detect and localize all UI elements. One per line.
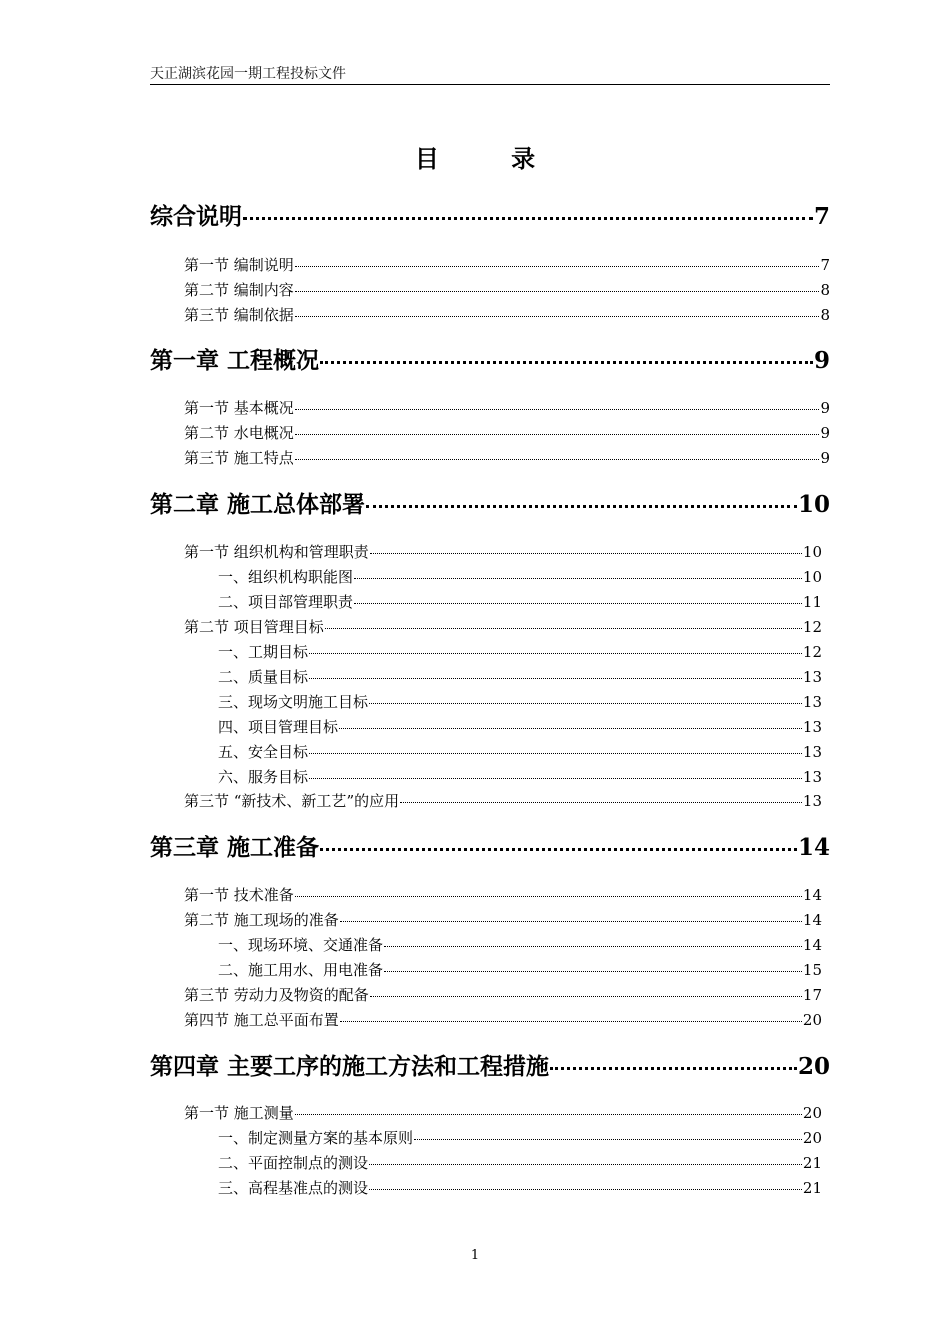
toc-item-entry[interactable] [218, 566, 822, 588]
dot-leader [320, 848, 797, 851]
toc-entry-label: 二、施工用水、用电准备 [218, 961, 384, 979]
toc-entry-page: 9 [820, 399, 830, 417]
toc-section-entry[interactable] [184, 884, 822, 906]
toc-entry-label: 四、项目管理目标 [218, 718, 339, 736]
toc-entry-page: 14 [802, 936, 822, 954]
dot-leader [295, 459, 820, 460]
toc-item-entry[interactable] [218, 934, 822, 956]
toc-entry-page: 20 [802, 1129, 822, 1147]
toc-section-entry[interactable] [184, 790, 822, 812]
toc-entry-label: 二、质量目标 [218, 668, 309, 686]
toc-entry-page: 14 [797, 834, 830, 861]
dot-leader [384, 971, 802, 972]
toc-entry-label: 第一节 编制说明 [184, 256, 294, 274]
dot-leader [295, 896, 802, 897]
dot-leader [340, 1021, 802, 1022]
dot-leader [340, 921, 802, 922]
dot-leader [295, 291, 820, 292]
dot-leader [369, 1189, 802, 1190]
toc-section-entry[interactable] [184, 909, 822, 931]
dot-leader [369, 1164, 802, 1165]
toc-entry-page: 10 [797, 491, 830, 518]
dot-leader [295, 409, 820, 410]
dot-leader [325, 628, 802, 629]
toc-section-entry[interactable] [184, 422, 830, 444]
dot-leader [320, 361, 813, 364]
toc-entry-label: 综合说明 [150, 203, 242, 230]
toc-section-entry[interactable] [184, 254, 830, 276]
dot-leader [309, 778, 802, 779]
toc-chapter-entry[interactable] [150, 1052, 830, 1082]
toc-entry-page: 13 [802, 693, 822, 711]
toc-item-entry[interactable] [218, 766, 822, 788]
toc-entry-label: 第四节 施工总平面布置 [184, 1011, 339, 1029]
dot-leader [309, 653, 802, 654]
toc-entry-label: 第一节 组织机构和管理职责 [184, 543, 369, 561]
toc-item-entry[interactable] [218, 666, 822, 688]
toc-entry-page: 20 [802, 1104, 822, 1122]
dot-leader [339, 728, 802, 729]
toc-entry-page: 17 [802, 986, 822, 1004]
toc-entry-page: 20 [802, 1011, 822, 1029]
toc-entry-label: 第二节 编制内容 [184, 281, 294, 299]
dot-leader [309, 678, 802, 679]
dot-leader [354, 578, 802, 579]
toc-entry-label: 第三节 施工特点 [184, 449, 294, 467]
toc-entry-label: 一、现场环境、交通准备 [218, 936, 384, 954]
toc-entry-label: 第一章 工程概况 [150, 347, 320, 374]
toc-entry-page: 9 [820, 449, 830, 467]
toc-entry-label: 二、项目部管理职责 [218, 593, 354, 611]
toc-entry-label: 第二章 施工总体部署 [150, 491, 366, 518]
toc-entry-label: 第三节 编制依据 [184, 306, 294, 324]
toc-entry-page: 21 [802, 1154, 822, 1172]
toc-section-entry[interactable] [184, 616, 822, 638]
toc-entry-page: 13 [802, 743, 822, 761]
toc-item-entry[interactable] [218, 1127, 822, 1149]
toc-chapter-entry[interactable] [150, 346, 830, 376]
toc-entry-label: 第四章 主要工序的施工方法和工程措施 [150, 1053, 550, 1080]
toc-entry-label: 第三节 “新技术、新工艺”的应用 [184, 792, 400, 810]
toc-entry-label: 第三节 劳动力及物资的配备 [184, 986, 369, 1004]
toc-item-entry[interactable] [218, 741, 822, 763]
toc-item-entry[interactable] [218, 1152, 822, 1174]
toc-entry-page: 14 [802, 911, 822, 929]
toc-section-entry[interactable] [184, 304, 830, 326]
dot-leader [384, 946, 802, 947]
toc-entry-label: 三、现场文明施工目标 [218, 693, 369, 711]
dot-leader [550, 1067, 797, 1070]
toc-entry-page: 10 [802, 568, 822, 586]
toc-entry-page: 13 [802, 668, 822, 686]
toc-item-entry[interactable] [218, 641, 822, 663]
toc-section-entry[interactable] [184, 1102, 822, 1124]
toc-entry-label: 一、组织机构职能图 [218, 568, 354, 586]
toc-entry-label: 第二节 施工现场的准备 [184, 911, 339, 929]
toc-entry-label: 一、制定测量方案的基本原则 [218, 1129, 414, 1147]
toc-entry-label: 一、工期目标 [218, 643, 309, 661]
toc-item-entry[interactable] [218, 959, 822, 981]
toc-title: 目 录 [414, 144, 568, 173]
toc-entry-page: 12 [802, 643, 822, 661]
dot-leader [243, 217, 813, 220]
dot-leader [354, 603, 802, 604]
toc-entry-label: 第一节 施工测量 [184, 1104, 294, 1122]
toc-item-entry[interactable] [218, 591, 822, 613]
toc-entry-label: 第三章 施工准备 [150, 834, 320, 861]
dot-leader [295, 1114, 802, 1115]
toc-entry-label: 第一节 技术准备 [184, 886, 294, 904]
toc-entry-page: 9 [813, 347, 830, 374]
toc-entry-page: 8 [820, 306, 830, 324]
toc-chapter-entry[interactable] [150, 202, 830, 232]
toc-entry-page: 13 [802, 768, 822, 786]
toc-item-entry[interactable] [218, 691, 822, 713]
toc-section-entry[interactable] [184, 541, 822, 563]
dot-leader [295, 434, 820, 435]
toc-entry-page: 15 [802, 961, 822, 979]
dot-leader [295, 266, 820, 267]
toc-entry-label: 三、高程基准点的测设 [218, 1179, 369, 1197]
dot-leader [400, 802, 802, 803]
toc-entry-page: 11 [802, 593, 822, 611]
toc-entry-page: 7 [813, 203, 830, 230]
toc-entry-page: 12 [802, 618, 822, 636]
dot-leader [414, 1139, 802, 1140]
toc-section-entry[interactable] [184, 397, 830, 419]
toc-item-entry[interactable] [218, 1177, 822, 1199]
toc-entry-page: 14 [802, 886, 822, 904]
toc-section-entry[interactable] [184, 447, 830, 469]
toc-section-entry[interactable] [184, 984, 822, 1006]
toc-entry-page: 13 [802, 792, 822, 810]
toc-item-entry[interactable] [218, 716, 822, 738]
toc-entry-page: 21 [802, 1179, 822, 1197]
toc-entry-label: 二、平面控制点的测设 [218, 1154, 369, 1172]
page-number: 1 [470, 1248, 480, 1263]
dot-leader [366, 505, 797, 508]
toc-chapter-entry[interactable] [150, 833, 830, 863]
toc-section-entry[interactable] [184, 1009, 822, 1031]
toc-entry-label: 六、服务目标 [218, 768, 309, 786]
toc-entry-page: 9 [820, 424, 830, 442]
dot-leader [370, 996, 802, 997]
toc-entry-label: 第二节 项目管理目标 [184, 618, 324, 636]
toc-entry-page: 13 [802, 718, 822, 736]
toc-entry-label: 五、安全目标 [218, 743, 309, 761]
toc-chapter-entry[interactable] [150, 490, 830, 520]
toc-entry-page: 20 [797, 1053, 830, 1080]
running-header: 天正湖滨花园一期工程投标文件 [150, 65, 830, 85]
toc-entry-label: 第二节 水电概况 [184, 424, 294, 442]
toc-entry-page: 7 [820, 256, 830, 274]
toc-entry-page: 8 [820, 281, 830, 299]
dot-leader [295, 316, 820, 317]
dot-leader [369, 703, 802, 704]
dot-leader [309, 753, 802, 754]
toc-entry-page: 10 [802, 543, 822, 561]
dot-leader [370, 553, 802, 554]
toc-entry-label: 第一节 基本概况 [184, 399, 294, 417]
toc-section-entry[interactable] [184, 279, 830, 301]
